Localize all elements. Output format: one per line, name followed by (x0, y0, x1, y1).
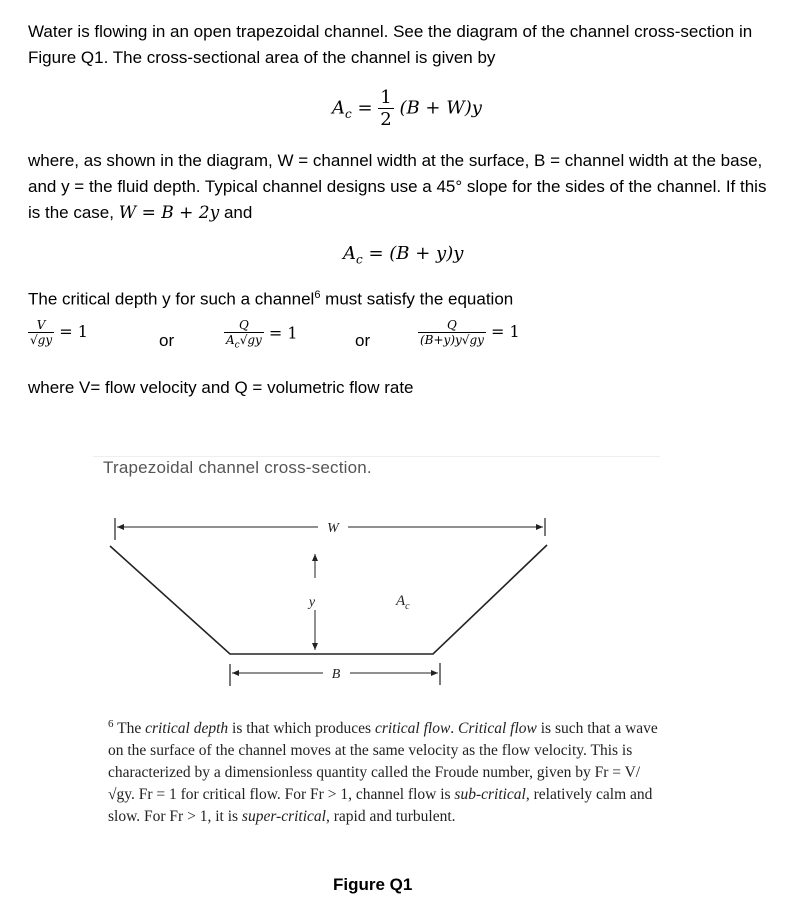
footnote-ref: 6 (314, 289, 321, 301)
flow-area-denominator (224, 333, 264, 350)
footnote-text: , relatively calm and slow. For Fr > 1, it is (108, 786, 653, 826)
critical-eq-flow-area (224, 318, 298, 350)
footnote-text: is such that a wave on the surface of the channel moves at the same velocity as the flow velocity. This is characterized by a dimensionless quantity called the Froude number, given by Fr = V/√gy. Fr = 1 for critical flow. For Fr > 1, channel flow is (108, 720, 658, 804)
half-fraction (378, 87, 393, 130)
area-subscript: c (356, 252, 363, 267)
intro-paragraph: Water is flowing in an open trapezoidal channel. See the diagram of the channel cross-section in Figure Q1. The cross-sectional area of the channel is given by (28, 22, 753, 67)
area2-rhs: = (B + y)y (368, 243, 464, 264)
depth-label: y (308, 595, 316, 610)
figure-caption: Figure Q1 (333, 875, 413, 894)
or-text: or (159, 331, 175, 350)
footnote-emphasis: sub-critical (454, 786, 526, 804)
velocity-fraction (28, 318, 54, 347)
channel-outline (110, 545, 547, 654)
footnote-text: , rapid and turbulent. (325, 808, 456, 826)
area-label: $A_c$ (396, 593, 410, 612)
half-numerator: 1 (380, 87, 392, 108)
area-subscript: c (345, 107, 352, 122)
equals-one: = 1 (268, 323, 298, 343)
footnote-emphasis: critical flow (374, 720, 451, 738)
footnote-emphasis: critical depth (145, 720, 229, 738)
figure-top-divider (93, 456, 660, 457)
footnote-text: The (113, 720, 146, 738)
equals-sign: = (351, 97, 379, 119)
footnote-marker: 6 (108, 718, 114, 730)
footnote-emphasis: Critical flow (458, 720, 537, 738)
base-label: B (331, 667, 341, 682)
equals-one: = 1 (59, 322, 88, 341)
area-den-symbol: A (226, 333, 235, 347)
half-denominator: 2 (380, 109, 392, 130)
flow-numerator: Q (418, 318, 486, 333)
area-rhs: (B + W)y (399, 97, 482, 119)
area-equation-45deg (343, 243, 463, 267)
critical-text-end: must satisfy the equation (320, 289, 514, 309)
equals-one: = 1 (491, 322, 520, 341)
area-den-subscript: c (234, 340, 240, 351)
velocity-denominator: √gy (30, 333, 53, 347)
critical-eq-flow-trapezoid (418, 318, 520, 347)
flow-trapezoid-fraction (418, 318, 486, 347)
width-label: W (327, 521, 339, 536)
area-symbol: A (343, 243, 356, 264)
variables-paragraph: where V= flow velocity and Q = volumetric flow rate (28, 378, 414, 397)
critical-text: The critical depth y for such a channel (28, 289, 315, 309)
area-equation (332, 87, 482, 130)
definition-text: where, as shown in the diagram, W = channel width at the surface, B = channel width at the base, and y = the fluid depth. Typical channel designs use a 45° slope for the sides of the channel. If this is the case, (28, 151, 767, 222)
footnote-text: . (450, 720, 459, 738)
critical-eq-velocity (28, 318, 88, 347)
area-symbol: A (332, 97, 345, 119)
footnote (108, 713, 663, 828)
footnote-emphasis: super-critical (241, 808, 326, 826)
flow-area-fraction (224, 318, 264, 350)
trapezoid-diagram (98, 498, 560, 688)
definition-paragraph (28, 148, 773, 226)
or-text: or (355, 331, 371, 350)
critical-depth-paragraph (28, 282, 773, 313)
width-relation: W = B + 2y (118, 203, 220, 223)
flow-numerator: Q (224, 318, 264, 333)
footnote-text: is that which produces (228, 720, 375, 738)
figure-title: Trapezoidal channel cross-section. (103, 458, 372, 477)
definition-end: and (219, 203, 253, 222)
area-den-root: √gy (239, 333, 262, 347)
velocity-numerator: V (28, 318, 54, 333)
flow-trapezoid-denominator: (B+y)y√gy (420, 333, 484, 347)
